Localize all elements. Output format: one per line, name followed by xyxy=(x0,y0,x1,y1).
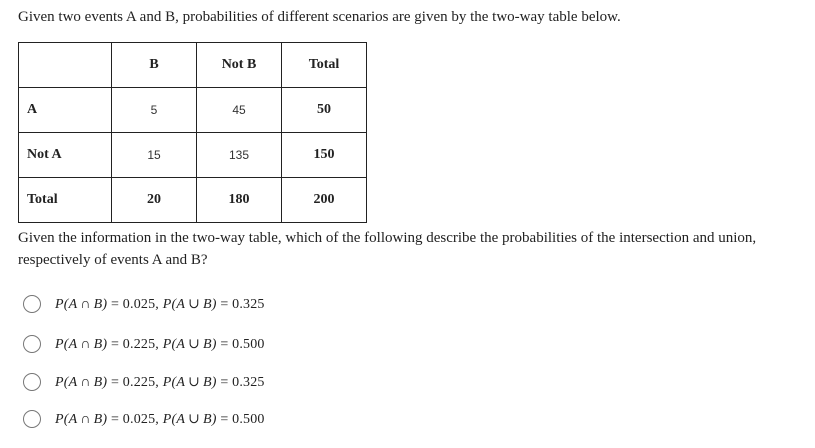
option-text xyxy=(55,296,265,313)
intersection-label: P(A ∩ B) xyxy=(55,411,108,427)
union-value: = 0.500 xyxy=(220,411,265,427)
table-total-cell: 180 xyxy=(197,178,282,223)
intersection-label: P(A ∩ B) xyxy=(55,336,108,352)
table-total-cell: 20 xyxy=(112,178,197,223)
table-row xyxy=(19,133,367,178)
intersection-value: = 0.225, xyxy=(111,374,159,390)
table-cell: 135 xyxy=(197,133,282,178)
union-label: P(A ∪ B) xyxy=(162,374,217,390)
answer-option-2[interactable] xyxy=(23,333,265,355)
radio-button[interactable] xyxy=(23,373,41,391)
two-way-table xyxy=(18,42,367,223)
table-total-cell: 200 xyxy=(282,178,367,223)
radio-button[interactable] xyxy=(23,410,41,428)
row-label-cell: A xyxy=(19,88,112,133)
union-value: = 0.500 xyxy=(220,336,265,352)
table-header-cell: Not B xyxy=(197,43,282,88)
table-header-cell: Total xyxy=(282,43,367,88)
answer-option-3[interactable] xyxy=(23,371,265,393)
table-row xyxy=(19,178,367,223)
table-total-cell: 150 xyxy=(282,133,367,178)
answer-option-4[interactable] xyxy=(23,408,265,430)
option-text xyxy=(55,374,265,391)
table-cell: 5 xyxy=(112,88,197,133)
table-row xyxy=(19,88,367,133)
row-label-cell: Not A xyxy=(19,133,112,178)
intersection-label: P(A ∩ B) xyxy=(55,374,108,390)
radio-button[interactable] xyxy=(23,295,41,313)
table-cell: 15 xyxy=(112,133,197,178)
intro-text: Given two events A and B, probabilities of different scenarios are given by the two-way table below. xyxy=(18,9,621,25)
table-cell: 45 xyxy=(197,88,282,133)
answer-option-1[interactable] xyxy=(23,293,265,315)
union-value: = 0.325 xyxy=(220,374,265,390)
table-header-cell: B xyxy=(112,43,197,88)
intersection-label: P(A ∩ B) xyxy=(55,296,108,312)
intersection-value: = 0.025, xyxy=(111,411,159,427)
union-label: P(A ∪ B) xyxy=(162,296,217,312)
table-total-cell: 50 xyxy=(282,88,367,133)
union-label: P(A ∪ B) xyxy=(162,336,217,352)
option-text xyxy=(55,411,265,428)
option-text xyxy=(55,336,265,353)
intersection-value: = 0.025, xyxy=(111,296,159,312)
row-label-cell: Total xyxy=(19,178,112,223)
union-label: P(A ∪ B) xyxy=(162,411,217,427)
radio-button[interactable] xyxy=(23,335,41,353)
table-header-cell xyxy=(19,43,112,88)
table-header-row xyxy=(19,43,367,88)
union-value: = 0.325 xyxy=(220,296,265,312)
question-text: Given the information in the two-way table, which of the following describe the probabilities of the intersection and union, respectively of events A and B? xyxy=(18,230,757,268)
intersection-value: = 0.225, xyxy=(111,336,159,352)
